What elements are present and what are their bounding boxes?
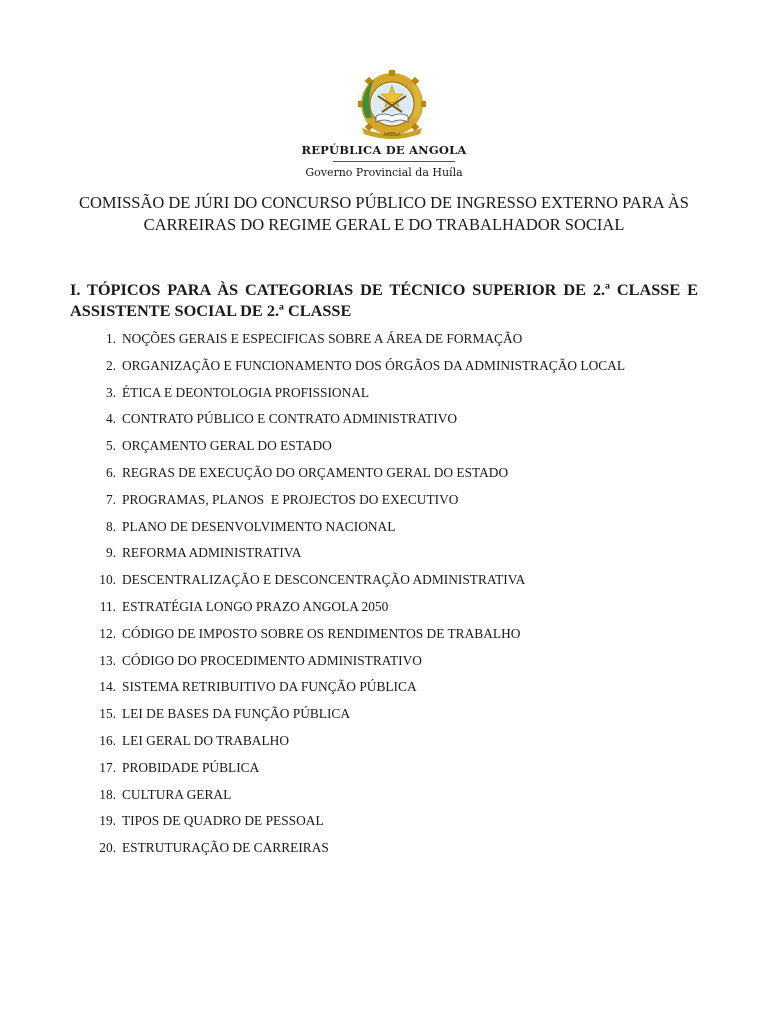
list-item-text: PROGRAMAS, PLANOS E PROJECTOS DO EXECUTIVO	[122, 491, 459, 507]
commission-title	[60, 192, 708, 236]
list-item-number: 12.	[99, 625, 116, 641]
section-title: I. TÓPICOS PARA ÀS CATEGORIAS DE TÉCNICO SUPERIOR DE 2.ª CLASSE E ASSISTENTE SOCIAL DE 2.ª CLASSE	[70, 280, 698, 320]
list-item-text: CÓDIGO DE IMPOSTO SOBRE OS RENDIMENTOS DE TRABALHO	[122, 625, 521, 641]
list-item-number: 20.	[99, 840, 116, 856]
commission-title-line-1: COMISSÃO DE JÚRI DO CONCURSO PÚBLICO DE INGRESSO EXTERNO PARA ÀS	[79, 193, 689, 212]
list-item-text: ORÇAMENTO GERAL DO ESTADO	[122, 438, 332, 454]
list-item-number: 18.	[99, 786, 116, 802]
list-item-number: 14.	[99, 679, 116, 695]
list-item-text: CONTRATO PÚBLICO E CONTRATO ADMINISTRATIVO	[122, 411, 458, 427]
list-item-number: 8.	[105, 518, 116, 534]
list-item	[88, 464, 625, 491]
list-item-number: 3.	[105, 384, 116, 400]
list-item	[88, 491, 625, 518]
list-item-text: CULTURA GERAL	[122, 786, 232, 802]
list-item	[88, 625, 625, 652]
list-item-number: 1.	[105, 331, 116, 346]
list-item-text: TIPOS DE QUADRO DE PESSOAL	[122, 813, 324, 829]
list-item	[88, 759, 625, 786]
list-item	[88, 839, 625, 866]
republic-heading: REPÚBLICA DE ANGOLA	[301, 143, 467, 157]
list-item-text: PLANO DE DESENVOLVIMENTO NACIONAL	[122, 518, 396, 534]
list-item-text: REGRAS DE EXECUÇÃO DO ORÇAMENTO GERAL DO ESTADO	[122, 464, 509, 480]
list-item	[88, 357, 625, 384]
list-item-text: ÉTICA E DEONTOLOGIA PROFISSIONAL	[122, 384, 370, 400]
list-item-text: ORGANIZAÇÃO E FUNCIONAMENTO DOS ÓRGÃOS DA ADMINISTRAÇÃO LOCAL	[122, 357, 626, 373]
header-divider	[333, 161, 455, 162]
list-item-text: LEI DE BASES DA FUNÇÃO PÚBLICA	[122, 706, 351, 722]
list-item-number: 5.	[105, 438, 116, 454]
topics-list	[88, 330, 625, 866]
list-item	[88, 812, 625, 839]
list-item-number: 9.	[105, 545, 116, 561]
list-item-text: ESTRUTURAÇÃO DE CARREIRAS	[122, 840, 329, 856]
list-item-number: 16.	[99, 732, 116, 748]
list-item-text: REFORMA ADMINISTRATIVA	[122, 545, 302, 561]
list-item-number: 17.	[99, 759, 116, 775]
list-item-text: NOÇÕES GERAIS E ESPECIFICAS SOBRE A ÁREA DE FORMAÇÃO	[122, 331, 523, 346]
list-item	[88, 571, 625, 598]
angola-coat-of-arms-emblem	[352, 68, 432, 144]
list-item-text: DESCENTRALIZAÇÃO E DESCONCENTRAÇÃO ADMINISTRATIVA	[122, 572, 526, 588]
list-item-number: 7.	[105, 491, 116, 507]
list-item	[88, 598, 625, 625]
list-item	[88, 705, 625, 732]
list-item	[88, 652, 625, 679]
list-item	[88, 384, 625, 411]
list-item-number: 10.	[99, 572, 116, 588]
svg-text:ANGOLA: ANGOLA	[383, 132, 401, 137]
list-item-number: 2.	[105, 357, 116, 373]
commission-title-line-2: CARREIRAS DO REGIME GERAL E DO TRABALHADOR SOCIAL	[143, 215, 625, 234]
list-item-text: CÓDIGO DO PROCEDIMENTO ADMINISTRATIVO	[122, 652, 422, 668]
list-item-text: PROBIDADE PÚBLICA	[122, 759, 260, 775]
list-item-number: 11.	[99, 598, 116, 614]
list-item	[88, 732, 625, 759]
list-item-number: 4.	[105, 411, 116, 427]
list-item	[88, 330, 625, 357]
list-item-number: 19.	[99, 813, 116, 829]
list-item-number: 15.	[99, 706, 116, 722]
list-item-text: SISTEMA RETRIBUITIVO DA FUNÇÃO PÚBLICA	[122, 679, 417, 695]
list-item-number: 6.	[105, 464, 116, 480]
list-item	[88, 544, 625, 571]
government-subheading: Governo Provincial da Huíla	[305, 166, 463, 179]
list-item-text: ESTRATÉGIA LONGO PRAZO ANGOLA 2050	[122, 598, 389, 614]
list-item	[88, 786, 625, 813]
list-item-text: LEI GERAL DO TRABALHO	[122, 732, 289, 748]
list-item	[88, 518, 625, 545]
list-item	[88, 410, 625, 437]
list-item	[88, 437, 625, 464]
list-item	[88, 678, 625, 705]
list-item-number: 13.	[99, 652, 116, 668]
